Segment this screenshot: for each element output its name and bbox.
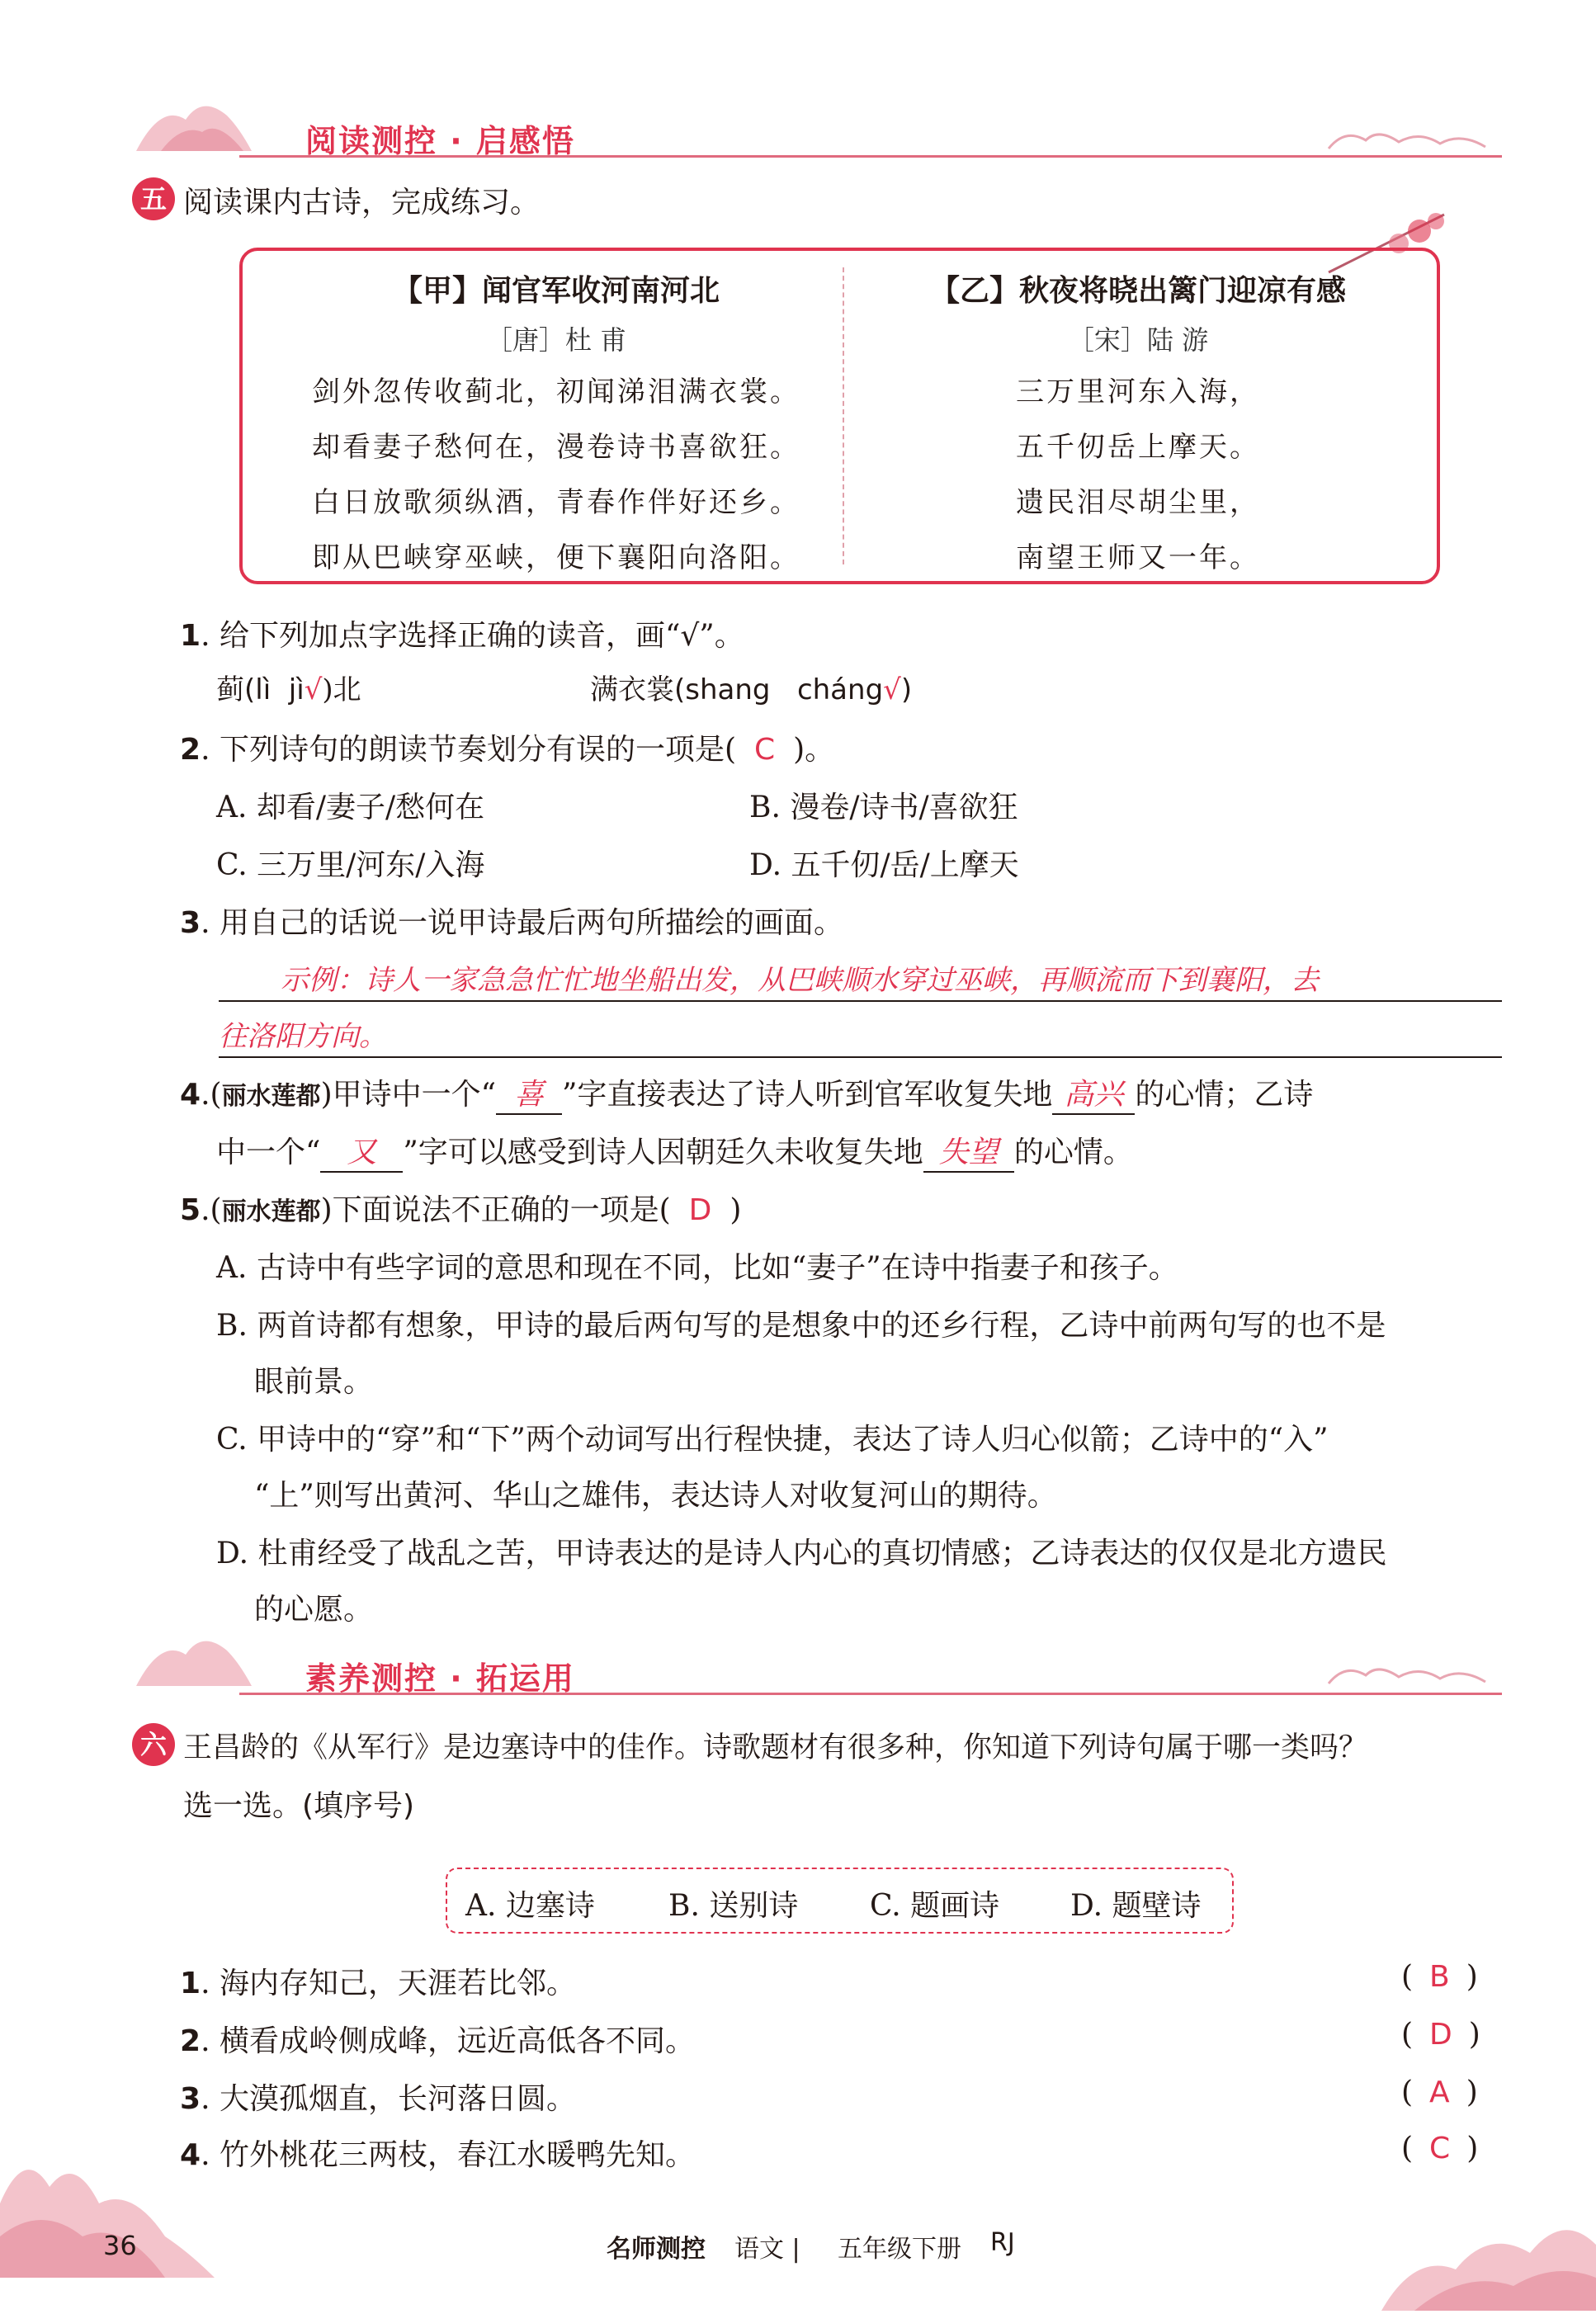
poem-b (862, 267, 1414, 586)
poem-divider (843, 267, 844, 564)
answer-paren: ( D ) (1401, 2018, 1480, 2052)
fill-blank[interactable]: 又 (320, 1129, 403, 1173)
region-tag: 丽水莲都 (221, 1197, 321, 1226)
question-stem: 给下列加点字选择正确的读音，画“√”。 (219, 619, 744, 653)
answer-line (219, 1056, 1502, 1058)
genre-option: D. 题壁诗 (1070, 1889, 1202, 1923)
poem-b-line: 五千仞岳上摩天。 (1016, 431, 1260, 464)
question-6-2: 2. 横看成岭侧成峰，远近高低各不同。 (180, 2024, 695, 2058)
option-d: D. 杜甫经受了战乱之苦，甲诗表达的是诗人内心的真切情感；乙诗表达的仅仅是北方遗民 (216, 1537, 1387, 1570)
answer: C (754, 733, 776, 767)
fill-blank[interactable]: 失望 (923, 1129, 1014, 1173)
option-c: C. 甲诗中的“穿”和“下”两个动词写出行程快捷，表达了诗人归心似箭；乙诗中的“入” (216, 1423, 1329, 1457)
handwritten-answer: 往洛阳方向。 (219, 1020, 387, 1053)
option-d-cont: 的心愿。 (254, 1593, 374, 1627)
question-title-6-cont: 选一选。(填序号) (183, 1789, 415, 1823)
question-number: 4 (180, 1078, 201, 1112)
poem-b-line: 南望王师又一年。 (1016, 541, 1260, 574)
page-number: 36 (103, 2230, 137, 2261)
pinyin-option[interactable]: lì (255, 673, 272, 706)
fill-blank[interactable]: 喜 (496, 1071, 562, 1115)
poem-a-line: 即从巴峡穿巫峡，便下襄阳向洛阳。 (312, 541, 800, 574)
question-badge-6: 六 (132, 1723, 175, 1766)
poem-b-line: 三万里河东入海， (1016, 375, 1260, 408)
question-number: 5 (180, 1193, 201, 1227)
question-5-3: 3. 用自己的话说一说甲诗最后两句所描绘的画面。 (180, 906, 843, 940)
answer: B (1429, 1960, 1450, 1994)
question-6-3: 3. 大漠孤烟直，长河落日圆。 (180, 2082, 576, 2116)
pinyin-option[interactable]: jì (288, 673, 305, 706)
question-5-4-cont: 中一个“ 又 ”字可以感受到诗人因朝廷久未收复失地 失望 的心情。 (216, 1129, 1133, 1173)
check-mark: √ (883, 673, 901, 706)
answer: C (1429, 2132, 1451, 2165)
check-mark: √ (304, 673, 323, 706)
handwritten-answer: 示例：诗人一家急急忙忙地坐船出发，从巴峡顺水穿过巫峡，再顺流而下到襄阳，去 (281, 964, 1319, 997)
pinyin-option[interactable]: shang (685, 673, 771, 706)
answer-line (219, 1000, 1502, 1002)
region-tag: 丽水莲都 (221, 1082, 321, 1111)
pinyin-option[interactable]: cháng (796, 673, 884, 706)
answer: D (688, 1193, 712, 1227)
answer-paren: ( B ) (1401, 1960, 1478, 1994)
question-stem: 下列诗句的朗读节奏划分有误的一项是( (219, 733, 736, 767)
fill-blank[interactable]: 高兴 (1052, 1071, 1135, 1115)
option-a: A. 古诗中有些字词的意思和现在不同，比如“妻子”在诗中指妻子和孩子。 (216, 1251, 1178, 1285)
section-title: 素养测控 · 拓运用 (305, 1660, 575, 1697)
question-5-5: 5.(丽水莲都)下面说法不正确的一项是( D ) (180, 1193, 742, 1227)
answer-paren: ( A ) (1401, 2076, 1478, 2109)
option-c-cont: “上”则写出黄河、华山之雄伟，表达诗人对收复河山的期待。 (254, 1479, 1057, 1513)
poem-a-line: 却看妻子愁何在，漫卷诗书喜欲狂。 (312, 431, 800, 464)
poem-b-author: ［宋］陆 游 (1067, 324, 1209, 356)
question-number: 1 (180, 619, 201, 653)
genre-options-box (446, 1868, 1234, 1934)
poem-b-title: 【乙】秋夜将晓出篱门迎凉有感 (929, 274, 1346, 308)
footer-grade: 五年级下册 (838, 2235, 961, 2264)
footer-book: 名师测控 (607, 2235, 706, 2264)
genre-option: B. 送别诗 (668, 1889, 799, 1923)
question-number: 2 (180, 733, 201, 767)
footer-subject: 语文 | (734, 2235, 800, 2264)
section-title: 阅读测控 · 启感悟 (305, 123, 575, 159)
question-6-1: 1. 海内存知己，天涯若比邻。 (180, 1967, 576, 2000)
poem-a-line: 白日放歌须纵酒，青春作伴好还乡。 (312, 486, 800, 519)
section-header-reading (140, 116, 1502, 173)
answer: D (1429, 2018, 1452, 2052)
poem-b-line: 遗民泪尽胡尘里， (1016, 486, 1260, 519)
poem-a (276, 267, 837, 586)
pinyin-row: 蓟(lì jì√)北 (216, 673, 361, 706)
cloud-decoration (1320, 124, 1502, 160)
question-5-4: 4.(丽水莲都)甲诗中一个“ 喜 ”字直接表达了诗人听到官军收复失地 高兴 的心情；乙诗 (180, 1071, 1313, 1115)
option-b-cont: 眼前景。 (254, 1365, 374, 1399)
question-6-4: 4. 竹外桃花三两枝，春江水暖鸭先知。 (180, 2138, 695, 2172)
option-c: C. 三万里/河东/入海 (216, 848, 485, 882)
option-a: A. 却看/妻子/愁何在 (216, 791, 485, 824)
poem-a-line: 剑外忽传收蓟北，初闻涕泪满衣裳。 (312, 375, 800, 408)
footer-edition: RJ (990, 2228, 1015, 2257)
question-stem: 用自己的话说一说甲诗最后两句所描绘的画面。 (219, 906, 843, 940)
answer: A (1429, 2076, 1450, 2109)
question-title-5: 阅读课内古诗，完成练习。 (183, 186, 541, 220)
dotted-char: 满衣裳 (590, 673, 674, 706)
option-b: B. 两首诗都有想象，甲诗的最后两句写的是想象中的还乡行程，乙诗中前两句写的也不是 (216, 1309, 1386, 1343)
question-number: 3 (180, 906, 201, 940)
mountain-decoration-bottom-right (1381, 2179, 1596, 2314)
answer-paren: ( C ) (1401, 2132, 1479, 2165)
question-badge-5: 五 (132, 177, 175, 220)
poem-a-author: ［唐］杜 甫 (485, 324, 627, 356)
dotted-char: 蓟 (216, 673, 244, 706)
section-header-practice (140, 1653, 1502, 1711)
question-5-2: 2. 下列诗句的朗读节奏划分有误的一项是( C )。 (180, 733, 835, 767)
poem-box (239, 248, 1440, 584)
pinyin-row-2: 满衣裳(shang cháng√) (590, 673, 913, 706)
cloud-decoration (1320, 1659, 1502, 1695)
option-b: B. 漫卷/诗书/喜欲狂 (749, 791, 1018, 824)
question-5-1: 1. 给下列加点字选择正确的读音，画“√”。 (180, 619, 744, 653)
question-title-6: 王昌龄的《从军行》是边塞诗中的佳作。诗歌题材有很多种，你知道下列诗句属于哪一类吗？ (183, 1731, 1368, 1764)
genre-option: A. 边塞诗 (465, 1889, 595, 1923)
poem-a-title: 【甲】闻官军收河南河北 (392, 274, 720, 308)
option-d: D. 五千仞/岳/上摩天 (749, 848, 1019, 882)
genre-option: C. 题画诗 (870, 1889, 1000, 1923)
